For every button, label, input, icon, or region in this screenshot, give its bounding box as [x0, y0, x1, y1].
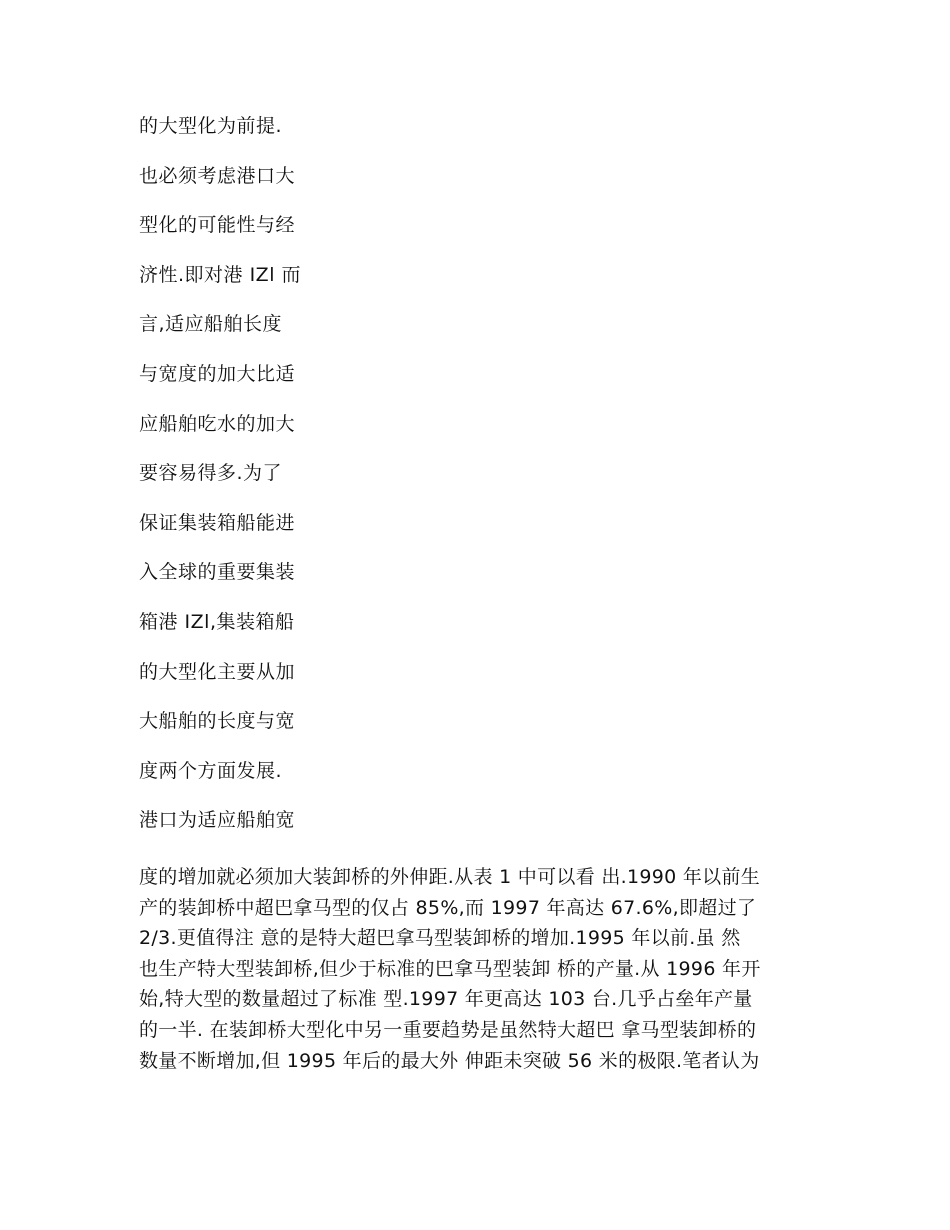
text-line: 度的增加就必须加大装卸桥的外伸距.从表 1 中可以看 出.1990 年以前生	[139, 866, 761, 888]
text-line: 始,特大型的数量超过了标准 型.1997 年更高达 103 台.几乎占垒年产量	[139, 988, 753, 1011]
text-line: 型化的可能性与经	[139, 214, 296, 237]
narrow-column-text	[139, 114, 439, 858]
text-line: 2/3.更值得注 意的是特大超巴拿马型装卸桥的增加.1995 年以前.虽 然	[139, 927, 741, 950]
text-line: 也必须考虑港口大	[139, 164, 296, 187]
text-line: 的大型化为前提.	[139, 115, 283, 137]
text-line: 保证集装箱船能进	[139, 511, 296, 534]
text-line: 与宽度的加大比适	[139, 362, 296, 385]
text-line: 的大型化主要从加	[139, 660, 296, 683]
text-line: 入全球的重要集装	[139, 561, 296, 584]
text-line: 应船舶吃水的加大	[139, 412, 296, 435]
wide-paragraph-text	[139, 862, 819, 1076]
text-line: 言,适应船舶长度	[139, 313, 283, 336]
text-line: 数量不断增加,但 1995 年后的最大外 伸距未突破 56 米的极限.笔者认为	[139, 1049, 760, 1072]
text-line: 要容易得多.为了	[139, 462, 283, 485]
text-line: 的一半. 在装卸桥大型化中另一重要趋势是虽然特大超巴 拿马型装卸桥的	[139, 1018, 757, 1041]
text-line: 济性.即对港 IZl 而	[139, 263, 302, 286]
text-line: 箱港 IZl,集装箱船	[139, 610, 295, 633]
text-line: 大船舶的长度与宽	[139, 710, 296, 733]
text-line: 也生产特大型装卸桥,但少于标准的巴拿马型装卸 桥的产量.从 1996 年开	[139, 957, 761, 980]
text-line: 产的装卸桥中超巴拿马型的仅占 85%,而 1997 年高达 67.6%,即超过了	[139, 896, 757, 919]
text-line: 度两个方面发展.	[139, 759, 283, 782]
text-line: 港口为适应船舶宽	[139, 809, 296, 832]
